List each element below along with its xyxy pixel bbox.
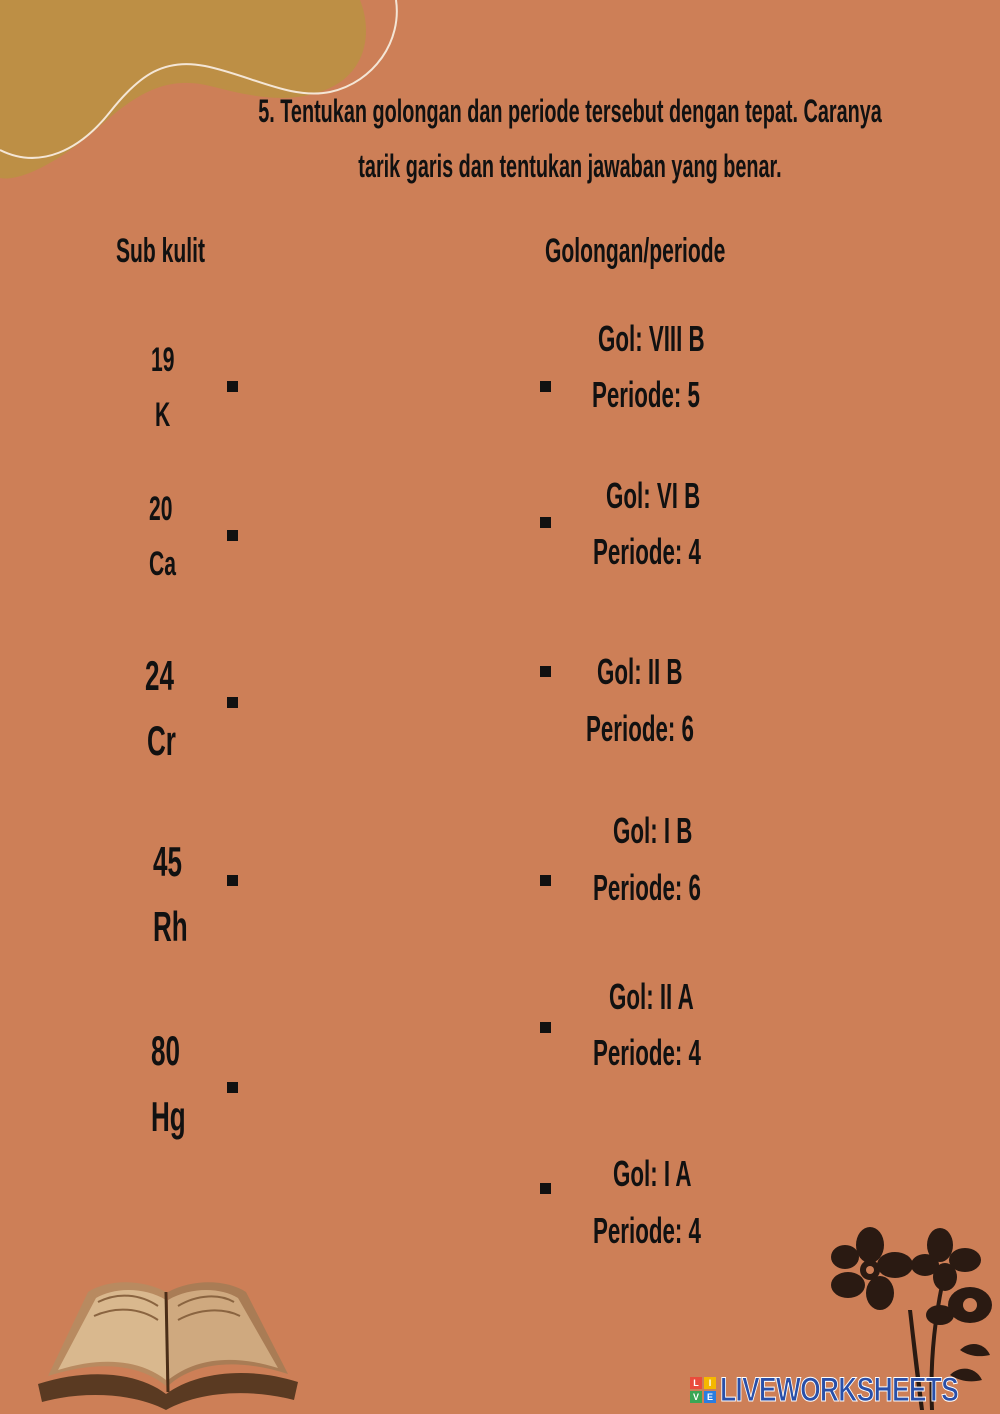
element-symbol: K: [155, 396, 171, 434]
instruction-line-1: 5. Tentukan golongan dan periode tersebut dengan tepat. Caranya: [258, 93, 882, 129]
match-point-left[interactable]: [227, 697, 238, 708]
match-point-right[interactable]: [540, 1022, 551, 1033]
match-point-left[interactable]: [227, 381, 238, 392]
match-point-left[interactable]: [227, 530, 238, 541]
answer-gol: Gol: II A: [609, 976, 694, 1017]
answer-gol: Gol: VIII B: [598, 318, 705, 359]
element-number: 45: [153, 838, 182, 885]
logo-letter: V: [690, 1391, 702, 1403]
match-point-right[interactable]: [540, 875, 551, 886]
match-point-left[interactable]: [227, 1082, 238, 1093]
match-point-right[interactable]: [540, 1183, 551, 1194]
element-number: 24: [145, 652, 174, 699]
answer-periode: Periode: 4: [593, 1032, 701, 1073]
match-point-right[interactable]: [540, 666, 551, 677]
answer-periode: Periode: 5: [592, 374, 700, 415]
answer-periode: Periode: 4: [593, 1210, 701, 1251]
element-symbol: Cr: [147, 717, 176, 764]
open-book-icon: [28, 1272, 308, 1412]
element-symbol: Ca: [149, 545, 176, 583]
instruction-line-2: tarik garis dan tentukan jawaban yang benar.: [358, 148, 782, 184]
match-point-right[interactable]: [540, 517, 551, 528]
element-symbol: Rh: [153, 903, 188, 950]
answer-gol: Gol: II B: [597, 651, 683, 692]
logo-letter: I: [704, 1377, 716, 1389]
answer-periode: Periode: 4: [593, 531, 701, 572]
answer-gol: Gol: VI B: [606, 475, 701, 516]
liveworksheets-logo: [690, 1370, 1000, 1410]
answer-gol: Gol: I A: [613, 1153, 692, 1194]
logo-mark-icon: [690, 1377, 716, 1403]
answer-periode: Periode: 6: [586, 708, 694, 749]
element-symbol: Hg: [151, 1093, 186, 1140]
header-golongan-periode: Golongan/periode: [545, 232, 726, 270]
match-point-right[interactable]: [540, 381, 551, 392]
header-sub-kulit: Sub kulit: [116, 232, 206, 270]
answer-gol: Gol: I B: [613, 810, 693, 851]
answer-periode: Periode: 6: [593, 867, 701, 908]
logo-text: LIVEWORKSHEETS: [720, 1370, 959, 1409]
element-number: 20: [149, 490, 173, 528]
element-number: 80: [151, 1027, 180, 1074]
logo-letter: E: [704, 1391, 716, 1403]
logo-letter: L: [690, 1377, 702, 1389]
match-point-left[interactable]: [227, 875, 238, 886]
element-number: 19: [151, 341, 175, 379]
